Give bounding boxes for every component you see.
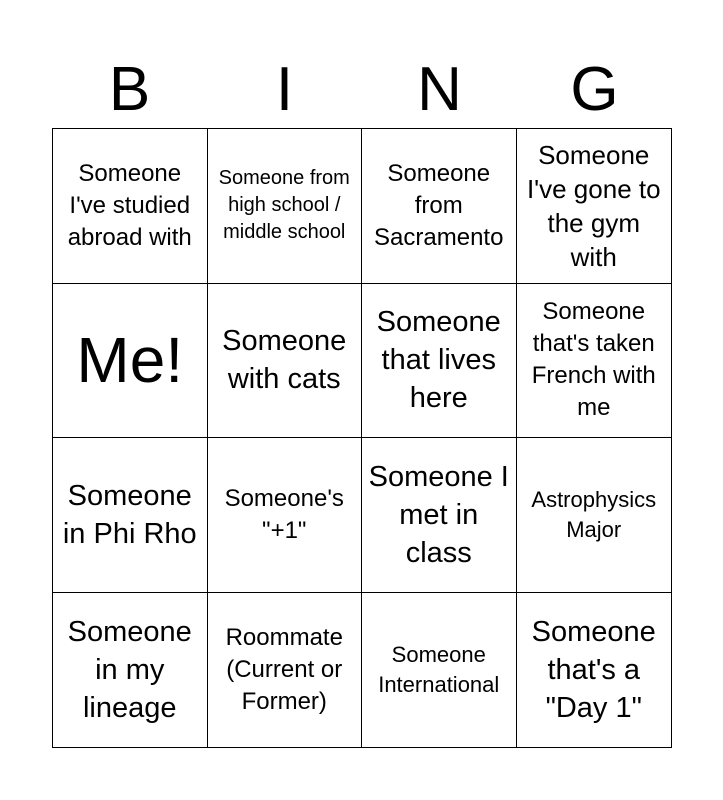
cell-text: Someone from Sacramento bbox=[374, 159, 504, 251]
bingo-cell[interactable] bbox=[208, 593, 363, 748]
bingo-cell[interactable] bbox=[362, 438, 517, 593]
cell-text: Someone that's a "Day 1" bbox=[531, 615, 656, 724]
bingo-cell[interactable] bbox=[53, 438, 208, 593]
bingo-cell[interactable] bbox=[362, 284, 517, 439]
bingo-cell[interactable] bbox=[517, 593, 672, 748]
cell-text: Someone's "+1" bbox=[224, 484, 344, 544]
cell-text: Roommate (Current or Former) bbox=[225, 623, 343, 715]
bingo-cell-free[interactable] bbox=[53, 284, 208, 439]
header-letter-g: G bbox=[570, 55, 619, 124]
bingo-cell[interactable] bbox=[53, 593, 208, 748]
bingo-cell[interactable] bbox=[517, 129, 672, 284]
header-letter-n: N bbox=[417, 55, 462, 124]
bingo-cell[interactable] bbox=[517, 438, 672, 593]
cell-text: Someone that lives here bbox=[376, 306, 501, 415]
bingo-cell[interactable] bbox=[362, 593, 517, 748]
cell-text: Me! bbox=[76, 324, 184, 397]
cell-text: Someone with cats bbox=[222, 325, 347, 396]
cell-text: Someone I met in class bbox=[368, 460, 509, 569]
bingo-cell[interactable] bbox=[517, 284, 672, 439]
bingo-cell[interactable] bbox=[208, 129, 363, 284]
cell-text: Someone I've gone to the gym with bbox=[526, 139, 661, 272]
cell-text: Someone from high school / middle school bbox=[218, 167, 350, 244]
bingo-header bbox=[52, 52, 672, 128]
bingo-cell[interactable] bbox=[53, 129, 208, 284]
cell-text: Someone in Phi Rho bbox=[62, 479, 197, 550]
header-letter-i: I bbox=[275, 55, 294, 124]
header-letter-b: B bbox=[108, 55, 151, 124]
bingo-cell[interactable] bbox=[362, 129, 517, 284]
cell-text: Astrophysics Major bbox=[531, 486, 657, 542]
cell-text: Someone that's taken French with me bbox=[531, 298, 656, 422]
cell-text: Someone I've studied abroad with bbox=[67, 159, 192, 251]
bingo-grid bbox=[52, 128, 672, 748]
cell-text: Someone in my lineage bbox=[67, 615, 192, 724]
bingo-cell[interactable] bbox=[208, 438, 363, 593]
cell-text: Someone International bbox=[378, 641, 500, 697]
bingo-cell[interactable] bbox=[208, 284, 363, 439]
